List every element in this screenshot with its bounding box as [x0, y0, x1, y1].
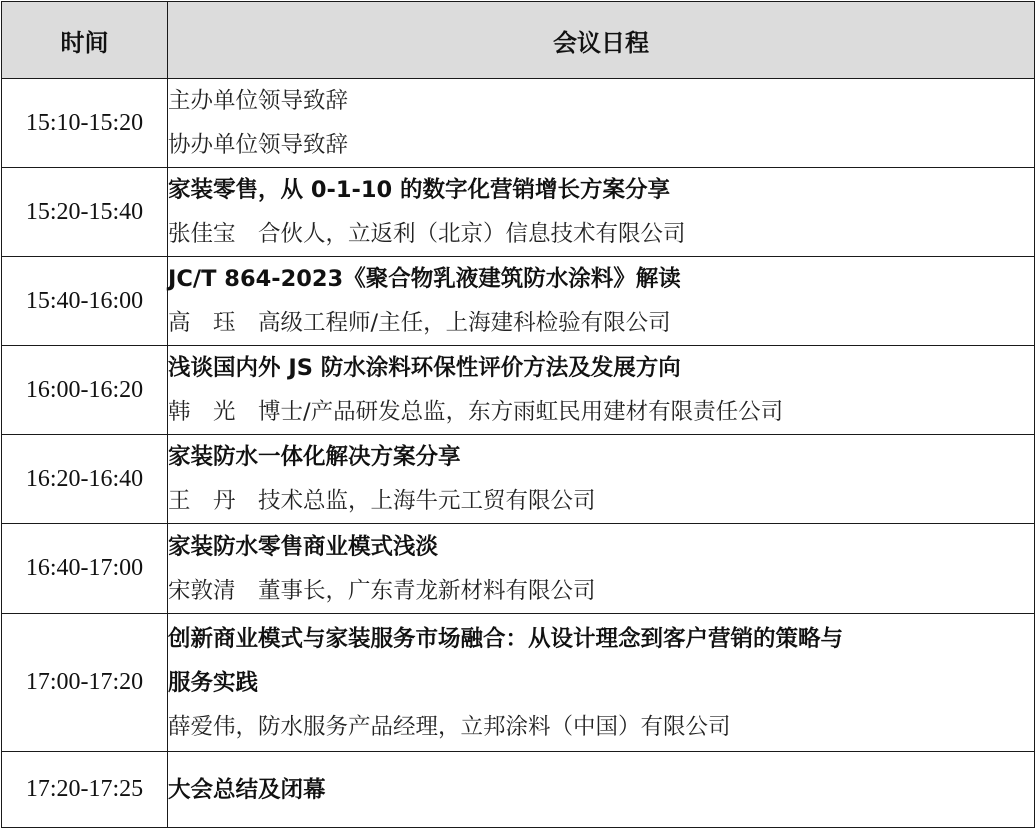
table-row — [2, 168, 1035, 257]
table-row — [2, 79, 1035, 168]
table-row — [2, 346, 1035, 435]
time-cell: 15:20-15:40 — [2, 168, 168, 257]
agenda-topic: JC/T 864-2023《聚合物乳液建筑防水涂料》解读 — [168, 266, 681, 292]
agenda-cell — [168, 614, 1035, 752]
agenda-speaker: 高 珏 高级工程师/主任，上海建科检验有限公司 — [168, 310, 671, 336]
agenda-line: 主办单位领导致辞 — [168, 88, 349, 114]
agenda-column-header: 会议日程 — [168, 2, 1035, 79]
agenda-cell — [168, 524, 1035, 614]
agenda-topic: 创新商业模式与家装服务市场融合：从设计理念到客户营销的策略与 — [168, 625, 844, 652]
agenda-cell — [168, 257, 1035, 346]
agenda-body — [2, 79, 1035, 828]
agenda-speaker: 宋敦清 董事长，广东青龙新材料有限公司 — [168, 577, 596, 604]
time-cell: 16:00-16:20 — [2, 346, 168, 435]
time-cell: 15:40-16:00 — [2, 257, 168, 346]
time-cell: 16:20-16:40 — [2, 435, 168, 524]
agenda-cell — [168, 168, 1035, 257]
agenda-cell — [168, 752, 1035, 828]
agenda-topic: 家装防水一体化解决方案分享 — [168, 444, 461, 470]
agenda-cell — [168, 435, 1035, 524]
agenda-speaker: 韩 光 博士/产品研发总监，东方雨虹民用建材有限责任公司 — [168, 399, 784, 425]
agenda-cell — [168, 79, 1035, 168]
table-row — [2, 524, 1035, 614]
table-row — [2, 614, 1035, 752]
time-cell: 15:10-15:20 — [2, 79, 168, 168]
time-cell: 16:40-17:00 — [2, 524, 168, 614]
agenda-topic: 浅谈国内外 JS 防水涂料环保性评价方法及发展方向 — [168, 355, 681, 381]
agenda-speaker: 张佳宝 合伙人，立返利（北京）信息技术有限公司 — [168, 221, 686, 247]
agenda-topic: 大会总结及闭幕 — [168, 776, 326, 803]
agenda-topic: 家装防水零售商业模式浅淡 — [168, 533, 439, 560]
table-row — [2, 435, 1035, 524]
agenda-topic-continued: 服务实践 — [168, 669, 259, 696]
agenda-speaker: 王 丹 技术总监，上海牛元工贸有限公司 — [168, 488, 596, 514]
time-cell: 17:00-17:20 — [2, 614, 168, 752]
agenda-cell — [168, 346, 1035, 435]
agenda-table — [1, 1, 1035, 828]
agenda-speaker: 薛爱伟，防水服务产品经理，立邦涂料（中国）有限公司 — [168, 713, 731, 740]
agenda-line: 协办单位领导致辞 — [168, 132, 349, 158]
header-row — [2, 2, 1035, 79]
table-row — [2, 257, 1035, 346]
time-cell: 17:20-17:25 — [2, 752, 168, 828]
agenda-topic: 家装零售，从 0-1-10 的数字化营销增长方案分享 — [168, 177, 670, 203]
time-column-header: 时间 — [2, 2, 168, 79]
table-row — [2, 752, 1035, 828]
